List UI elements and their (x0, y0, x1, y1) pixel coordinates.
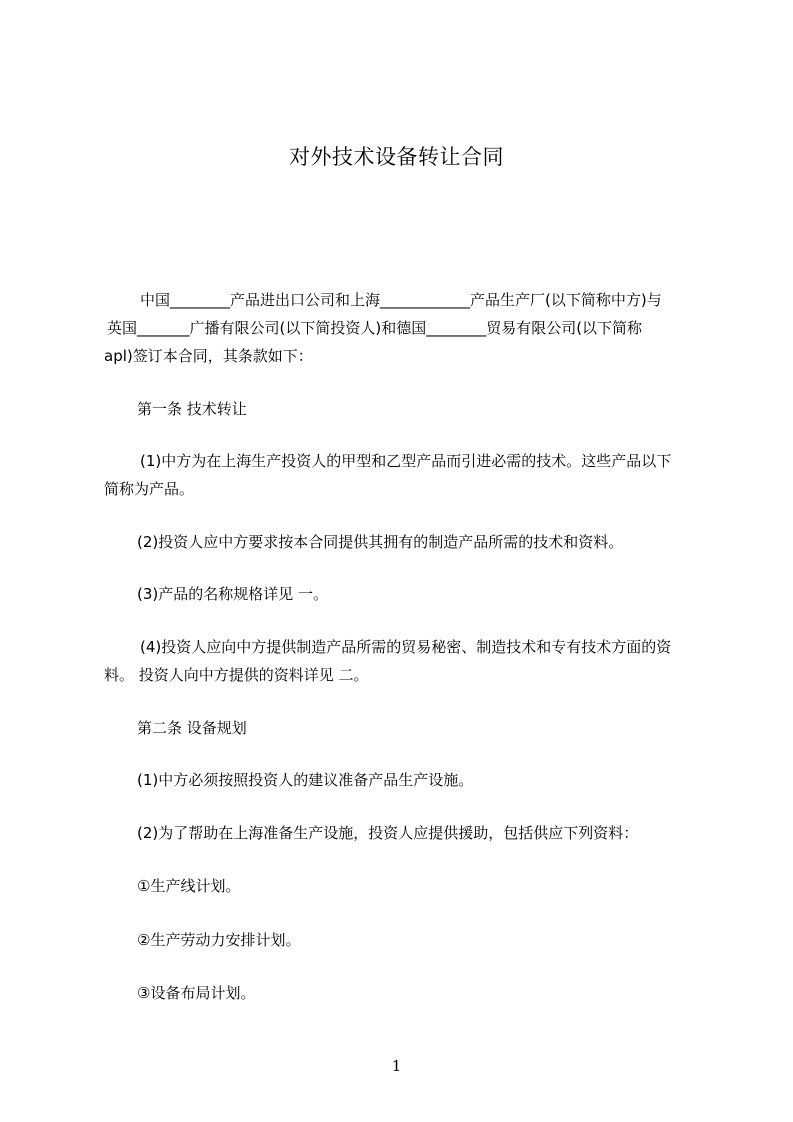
list-item-3: ③设备布局计划。 (137, 984, 256, 1002)
clause-1-2: (2)投资人应中方要求按本合同提供其拥有的制造产品所需的技术和资料。 (137, 533, 624, 551)
document-title: 对外技术设备转让合同 (289, 145, 504, 169)
clause-2-2: (2)为了帮助在上海准备生产设施，投资人应提供援助，包括供应下列资料： (137, 824, 639, 842)
paragraph-line-intro-2: 英国_______广播有限公司(以下简投资人)和德国________贸易有限公司(以下简称 (107, 319, 643, 337)
paragraph-line-intro-1: 中国________产品进出口公司和上海____________产品生产厂(以下简称中方)与 (140, 291, 662, 309)
clause-1-1-line-2: 简称为产品。 (104, 480, 195, 498)
paragraph-line-intro-3: apl)签订本合同，其条款如下： (104, 347, 313, 365)
list-item-2: ②生产劳动力安排计划。 (137, 931, 301, 949)
page-number: 1 (391, 1057, 402, 1075)
clause-1-3: (3)产品的名称规格详见 一。 (137, 585, 329, 603)
clause-1-4-line-2: 料。 投资人向中方提供的资料详见 二。 (104, 666, 369, 684)
clause-1-1-line-1: (1)中方为在上海生产投资人的甲型和乙型产品而引进必需的技术。这些产品以下 (140, 452, 672, 470)
list-item-1: ①生产线计划。 (137, 877, 241, 895)
clause-1-4-line-1: (4)投资人应向中方提供制造产品所需的贸易秘密、制造技术和专有技术方面的资 (140, 638, 672, 656)
clause-2-1: (1)中方必须按照投资人的建议准备产品生产设施。 (137, 771, 474, 789)
section-heading-article-1: 第一条 技术转让 (137, 400, 247, 418)
section-heading-article-2: 第二条 设备规划 (137, 719, 247, 737)
